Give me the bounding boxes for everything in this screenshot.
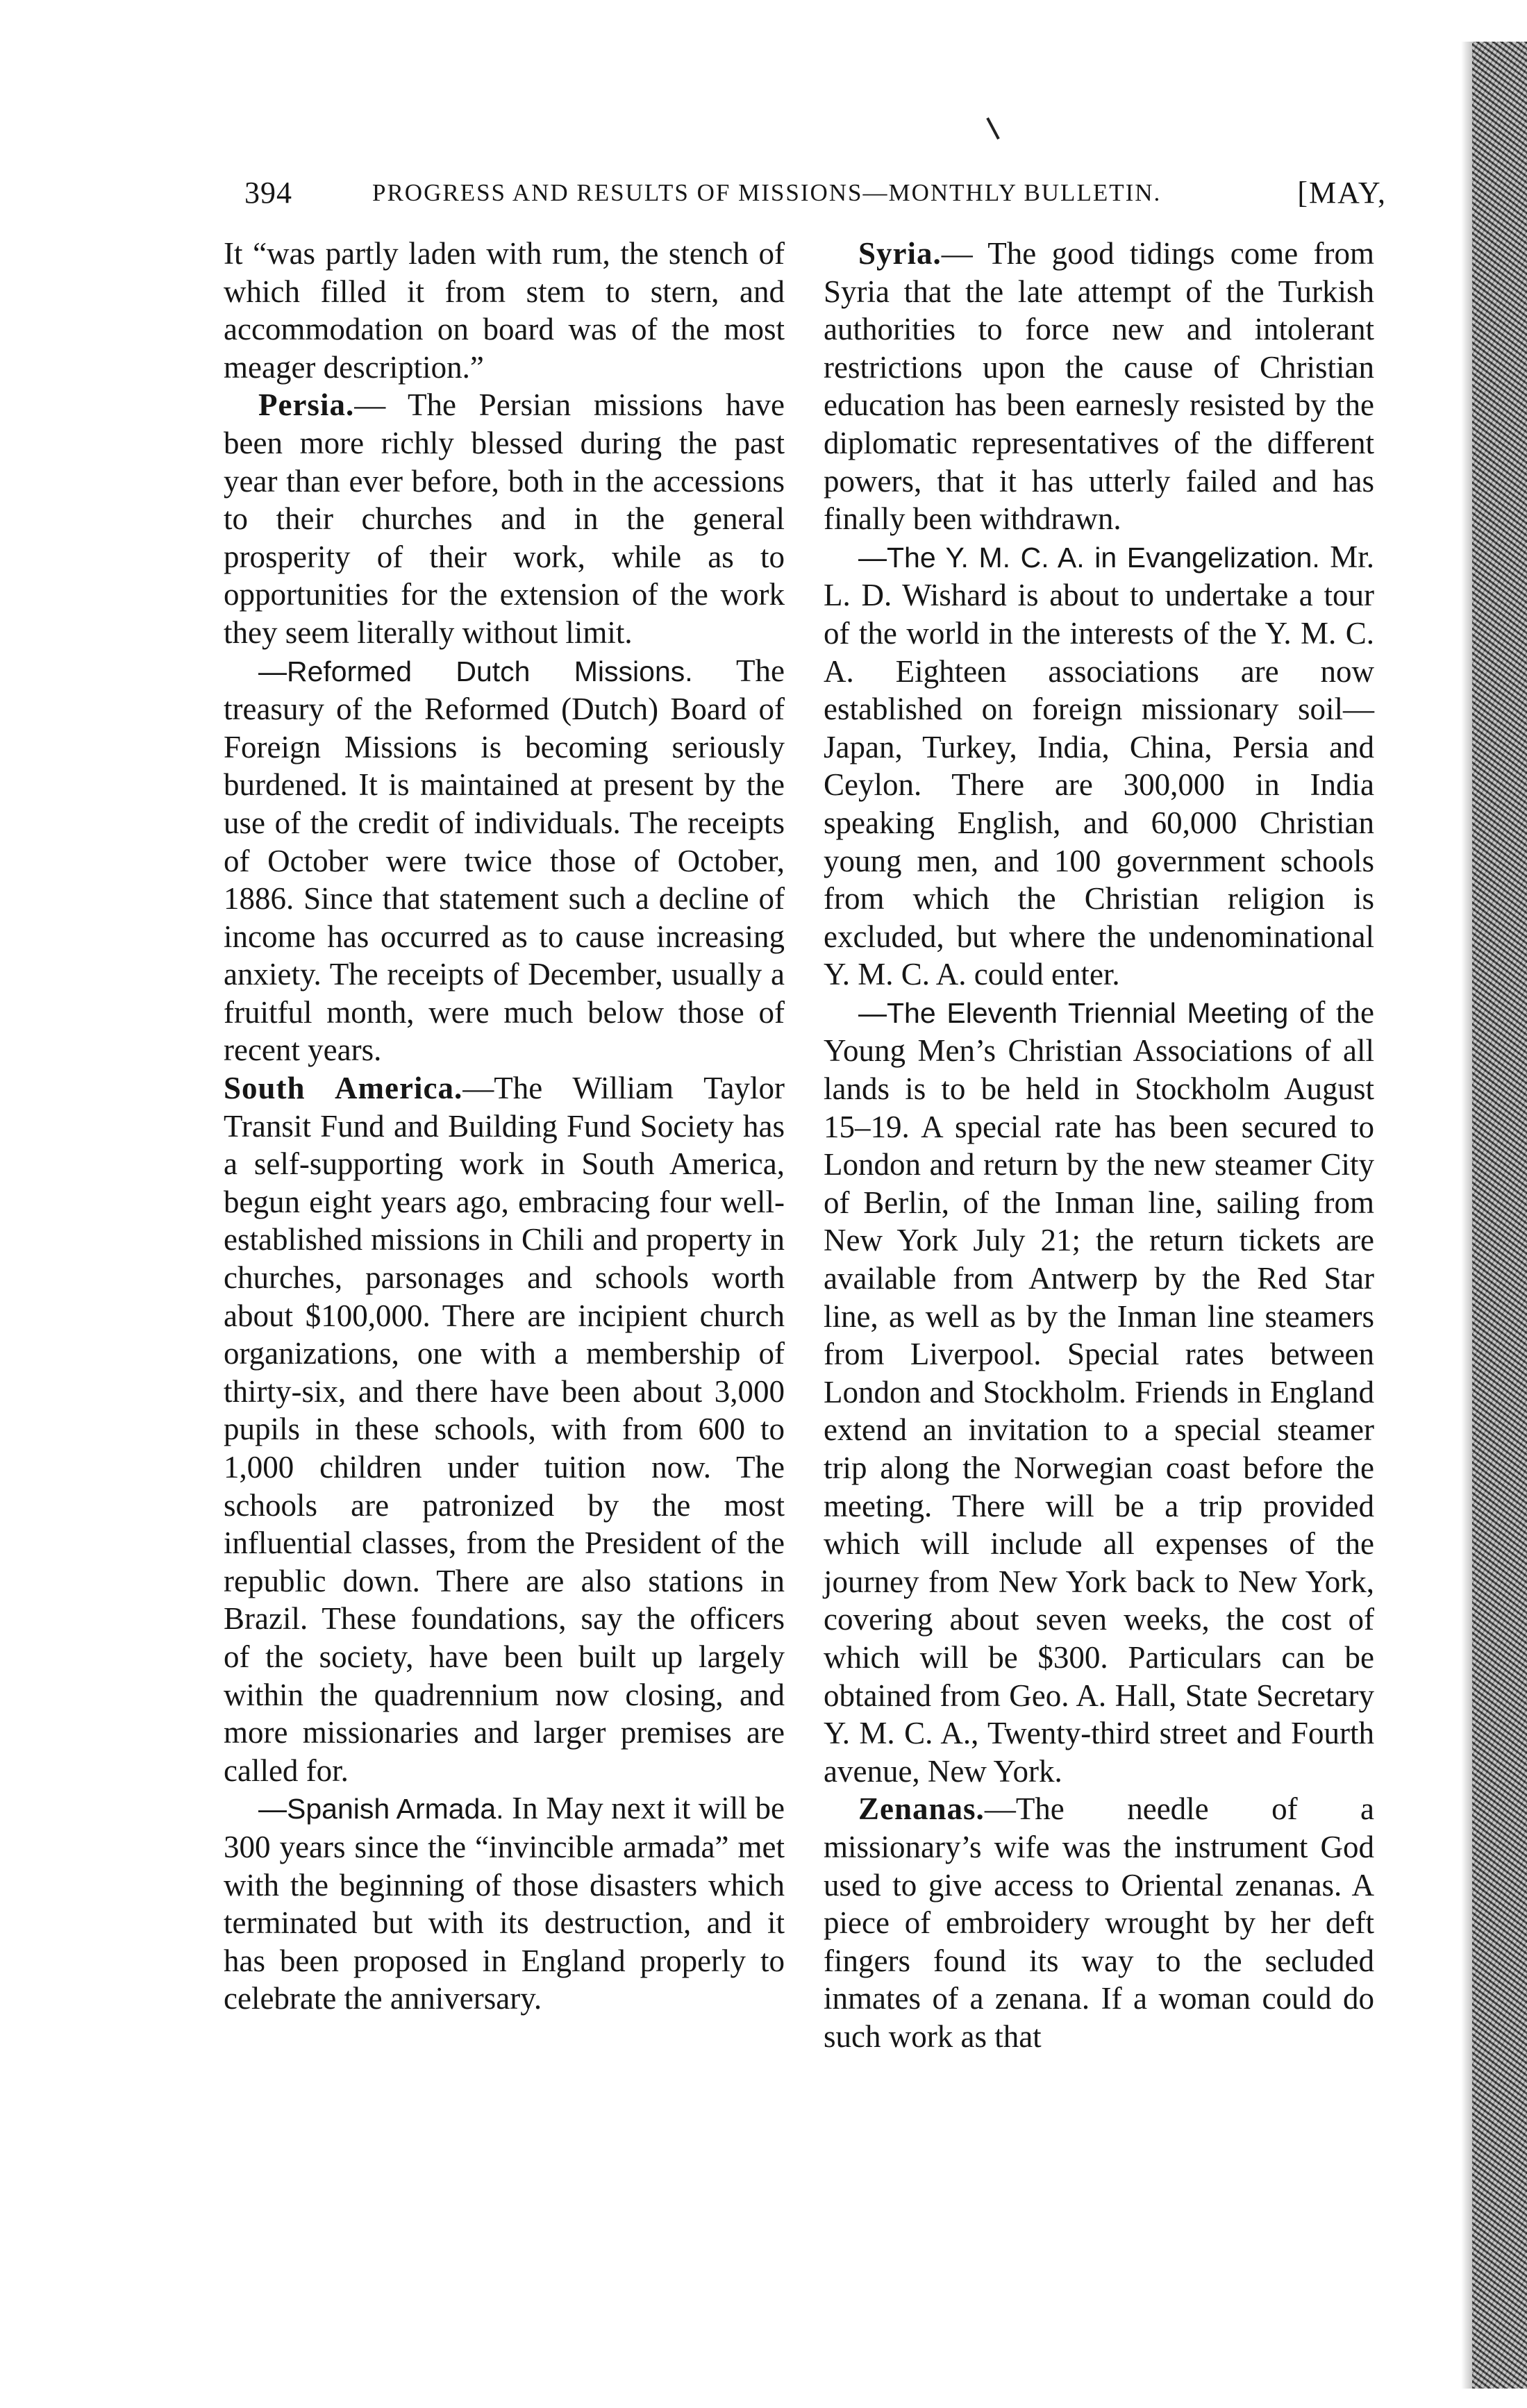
running-month: [MAY,: [1297, 176, 1387, 210]
right-column: [824, 235, 1374, 2056]
subheading-ymca-evangelization: —The Y. M. C. A. in Evangelization.: [858, 541, 1320, 574]
paragraph-persia: [224, 386, 785, 651]
paragraph-triennial-meeting: [824, 994, 1374, 1790]
paragraph-zenanas: [824, 1790, 1374, 2055]
left-column: [224, 235, 785, 2018]
subheading-reformed-dutch: —Reformed Dutch Missions.: [258, 655, 693, 687]
section-heading-syria: Syria.: [858, 236, 942, 271]
paragraph-text: —The needle of a missionary’s wife was the instrument God used to give access to Oriental zenanas. A piece of embroidery wrought by her deft fingers found its way to the secluded inmates of a zenana. If a woman could do such work as that: [824, 1791, 1374, 2054]
paragraph-text: In May next it will be 300 years since the “invincible armada” met with the beginning of those disasters which terminated but with its destruction, and it has been proposed in England properly to celebrate the anniversary.: [224, 1791, 785, 2016]
running-title: PROGRESS AND RESULTS OF MISSIONS—MONTHLY BULLETIN.: [372, 179, 1162, 206]
paragraph-text: Mr. L. D. Wishard is about to undertake a tour of the world in the interests of the Y. M. C. A. Eighteen associations are now established on foreign missionary soil—Japan, Turkey, India, China, Persia and Ceylon. There are 300,000 in India speaking English, and 60,000 Christian young men, and 100 government schools from which the Christian religion is excluded, but where the undenominational Y. M. C. A. could enter.: [824, 539, 1374, 992]
subheading-spanish-armada: —Spanish Armada.: [258, 1793, 504, 1825]
paragraph-south-america: [224, 1069, 785, 1789]
scanned-page-edge: [1472, 42, 1527, 2389]
paragraph-text: The treasury of the Reformed (Dutch) Board of Foreign Missions is becoming seriously burdened. It is maintained at present by the use of the credit of individuals. The receipts of October were twice those of October, 1886. Since that statement such a decline of income has occurred as to cause increasing anxiety. The receipts of December, usually a fruitful month, were much below those of recent years.: [224, 653, 785, 1068]
paragraph-ymca-evangelization: [824, 538, 1374, 994]
print-mark: [986, 117, 999, 140]
running-head: [244, 172, 1387, 214]
section-heading-south-america: South America.: [224, 1071, 463, 1106]
paragraph-rum-ship: [224, 235, 785, 386]
page-number: 394: [244, 176, 292, 210]
subheading-triennial-meeting: —The Eleventh Triennial Meeting: [858, 996, 1289, 1029]
paragraph-text: of the Young Men’s Christian Associations of all lands is to be held in Stockholm August 15–19. A special rate has been secured to London and return by the new steamer City of Berlin, of the Inman line, sailing from New York July 21; the return tickets are available from Antwerp by the Red Star line, as well as by the Inman line steamers from Liverpool. Special rates between London and Stockholm. Friends in England extend an invitation to a special steamer trip along the Norwegian coast before the meeting. There will be a trip provided which will include all expenses of the journey from New York back to New York, covering about seven weeks, the cost of which will be $300. Particulars can be obtained from Geo. A. Hall, State Secretary Y. M. C. A., Twenty-third street and Fourth avenue, New York.: [824, 994, 1374, 1789]
section-heading-zenanas: Zenanas.: [858, 1791, 985, 1827]
paragraph-syria: [824, 235, 1374, 538]
paragraph-text: It “was partly laden with rum, the stench of which filled it from stem to stern, and accommodation on board was of the most meager description.”: [224, 236, 785, 385]
paragraph-text: — The Persian missions have been more richly blessed during the past year than ever before, both in the accessions to their churches and in the general prosperity of their work, while as to opportunities for the extension of the work they seem literally without limit.: [224, 387, 785, 650]
paragraph-text: —The William Taylor Transit Fund and Building Fund Society has a self-supporting work in South America, begun eight years ago, embracing four well-established missions in Chili and property in churches, parsonages and schools worth about $100,000. There are incipient church organizations, one with a membership of thirty-six, and there have been about 3,000 pupils in these schools, with from 600 to 1,000 children under tuition now. The schools are patronized by the most influential classes, from the President of the republic down. There are also stations in Brazil. These foundations, say the officers of the society, have been built up largely within the quadrennium now closing, and more missionaries and larger premises are called for.: [224, 1071, 785, 1788]
section-heading-persia: Persia.: [258, 387, 355, 423]
paragraph-spanish-armada: [224, 1789, 785, 2018]
paragraph-reformed-dutch: [224, 652, 785, 1070]
paragraph-text: — The good tidings come from Syria that the late attempt of the Turkish authorities to force new and intolerant restrictions upon the cause of Christian education has been earnesly resisted by the diplomatic representatives of the different powers, that it has utterly failed and has finally been withdrawn.: [824, 236, 1374, 537]
